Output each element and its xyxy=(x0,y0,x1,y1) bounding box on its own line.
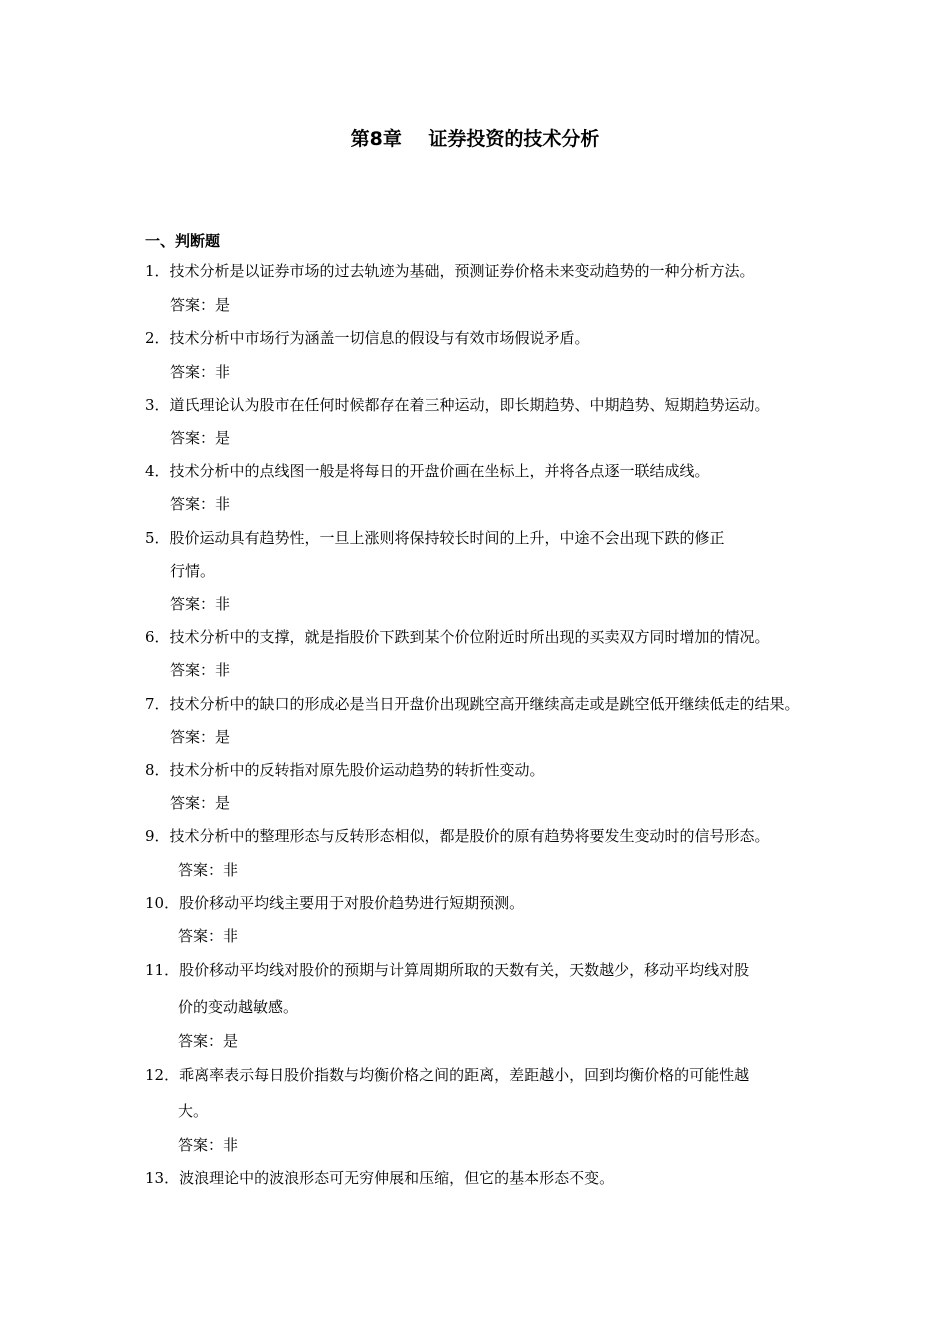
question-5-continuation: 行情。 xyxy=(170,562,216,580)
answer-6: 答案：非 xyxy=(170,661,231,679)
question-text: 技术分析中的缺口的形成必是当日开盘价出现跳空高开继续高走或是跳空低开继续低走的结果。 xyxy=(169,695,800,713)
question-text: 股价移动平均线对股价的预期与计算周期所取的天数有关，天数越少，移动平均线对股 xyxy=(179,961,750,979)
question-number: 11． xyxy=(145,961,180,979)
question-number: 10． xyxy=(145,894,180,912)
page-title: 第8章 证券投资的技术分析 xyxy=(350,128,600,150)
answer-11: 答案：是 xyxy=(178,1032,239,1050)
question-10 xyxy=(145,893,524,913)
question-number: 8． xyxy=(145,761,170,779)
question-1 xyxy=(145,261,755,281)
answer-9: 答案：非 xyxy=(178,861,239,879)
question-11-continuation: 价的变动越敏感。 xyxy=(178,998,299,1016)
question-text: 道氏理论认为股市在任何时候都存在着三种运动，即长期趋势、中期趋势、短期趋势运动。 xyxy=(169,396,770,414)
question-text: 股价移动平均线主要用于对股价趋势进行短期预测。 xyxy=(179,894,525,912)
answer-7: 答案：是 xyxy=(170,728,231,746)
question-number: 6． xyxy=(145,628,170,646)
question-4 xyxy=(145,461,710,481)
answer-1: 答案：是 xyxy=(170,296,231,314)
question-6 xyxy=(145,627,770,647)
answer-12: 答案：非 xyxy=(178,1136,239,1154)
question-number: 7． xyxy=(145,695,170,713)
question-9 xyxy=(145,826,770,846)
question-11 xyxy=(145,960,749,980)
question-number: 3． xyxy=(145,396,170,414)
question-number: 12． xyxy=(145,1066,180,1084)
question-number: 5． xyxy=(145,529,170,547)
question-number: 9． xyxy=(145,827,170,845)
question-12-continuation: 大。 xyxy=(178,1102,209,1120)
question-5 xyxy=(145,528,725,548)
answer-2: 答案：非 xyxy=(170,363,231,381)
answer-10: 答案：非 xyxy=(178,927,239,945)
question-number: 2． xyxy=(145,329,170,347)
question-text: 技术分析是以证券市场的过去轨迹为基础，预测证券价格未来变动趋势的一种分析方法。 xyxy=(169,262,755,280)
question-text: 技术分析中的反转指对原先股价运动趋势的转折性变动。 xyxy=(169,761,545,779)
question-text: 股价运动具有趋势性，一旦上涨则将保持较长时间的上升，中途不会出现下跌的修正 xyxy=(169,529,725,547)
question-8 xyxy=(145,760,545,780)
answer-5: 答案：非 xyxy=(170,595,231,613)
question-3 xyxy=(145,395,770,415)
answer-4: 答案：非 xyxy=(170,495,231,513)
question-number: 1． xyxy=(145,262,170,280)
question-number: 13． xyxy=(145,1169,180,1187)
answer-8: 答案：是 xyxy=(170,794,231,812)
question-7 xyxy=(145,694,800,714)
question-number: 4． xyxy=(145,462,170,480)
question-text: 技术分析中的整理形态与反转形态相似，都是股价的原有趋势将要发生变动时的信号形态。 xyxy=(169,827,770,845)
question-text: 技术分析中市场行为涵盖一切信息的假设与有效市场假说矛盾。 xyxy=(169,329,590,347)
question-2 xyxy=(145,328,590,348)
question-text: 波浪理论中的波浪形态可无穷伸展和压缩，但它的基本形态不变。 xyxy=(179,1169,615,1187)
answer-3: 答案：是 xyxy=(170,429,231,447)
question-text: 乖离率表示每日股价指数与均衡价格之间的距离，差距越小，回到均衡价格的可能性越 xyxy=(179,1066,750,1084)
question-text: 技术分析中的点线图一般是将每日的开盘价画在坐标上，并将各点逐一联结成线。 xyxy=(169,462,710,480)
question-text: 技术分析中的支撑，就是指股价下跌到某个价位附近时所出现的买卖双方同时增加的情况。 xyxy=(169,628,770,646)
question-12 xyxy=(145,1065,749,1085)
section-heading: 一、判断题 xyxy=(145,232,221,250)
question-13 xyxy=(145,1168,614,1188)
